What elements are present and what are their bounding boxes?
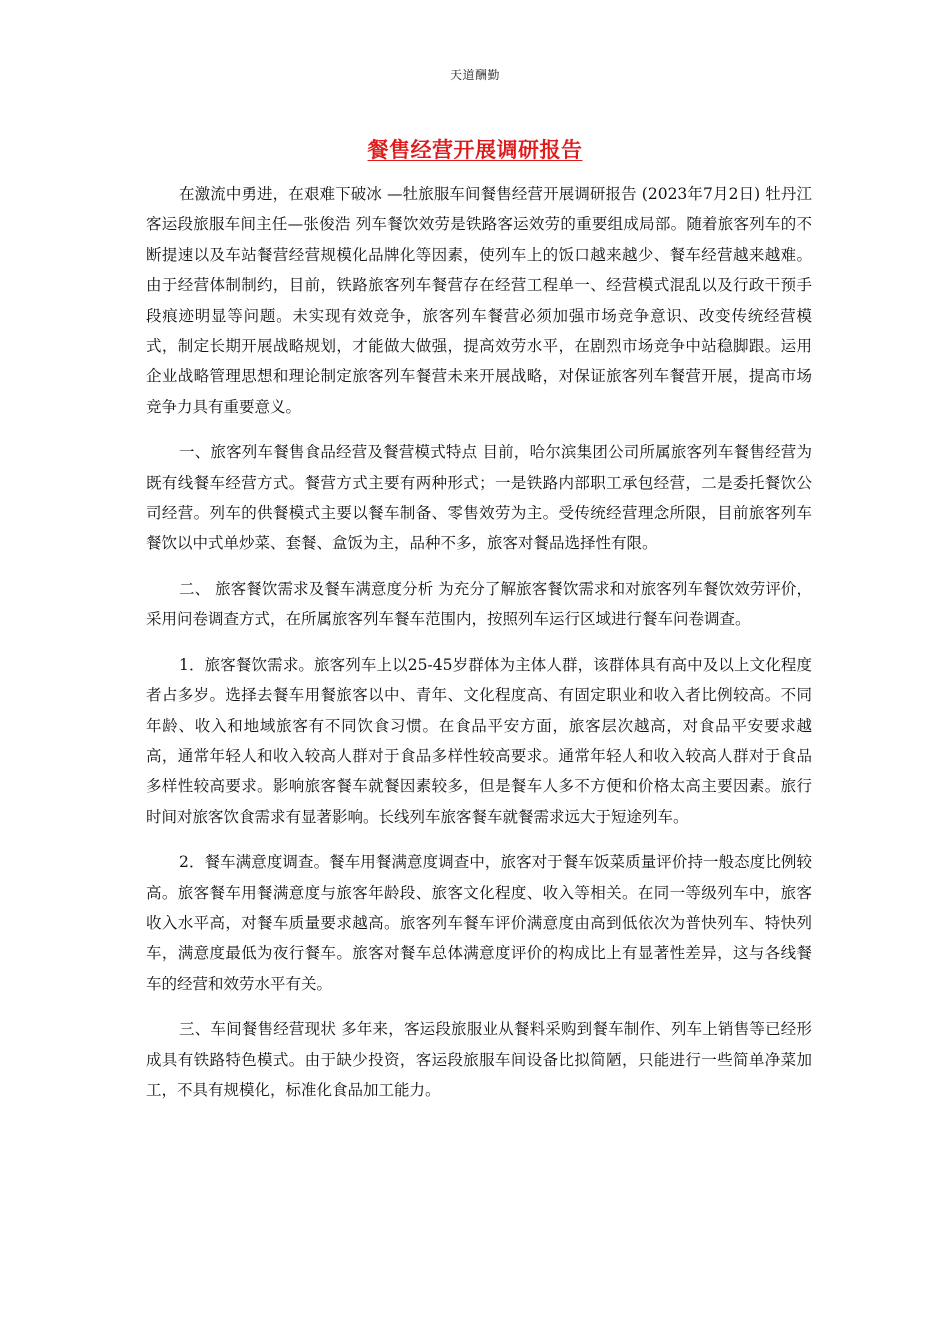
paragraph-satisfaction: 2．餐车满意度调查。餐车用餐满意度调查中，旅客对于餐车饭菜质量评价持一般态度比例较高。旅客餐车用餐满意度与旅客年龄段、旅客文化程度、收入等相关。在同一等级列车中，旅客收入水平高，对餐车质量要求越高。旅客列车餐车评价满意度由高到低依次为普快列车、特快列车，满意度最低为夜行餐车。旅客对餐车总体满意度评价的构成比上有显著性差异，这与各线餐车的经营和效劳水平有关。: [146, 853, 812, 993]
document-title: 餐售经营开展调研报告: [367, 137, 583, 162]
document-body: [146, 179, 812, 1120]
paragraph-section-2: 二、 旅客餐饮需求及餐车满意度分析 为充分了解旅客餐饮需求和对旅客列车餐饮效劳评价，采用问卷调查方式，在所属旅客列车餐车范围内，按照列车运行区域进行餐车问卷调查。: [146, 579, 812, 629]
paragraph-intro: 在激流中勇进，在艰难下破冰 —牡旅服车间餐售经营开展调研报告 (2023年7月2日) 牡丹江客运段旅服车间主任—张俊浩 列车餐饮效劳是铁路客运效劳的重要组成局部。随着旅客列车的不断提速以及车站餐营经营规模化品牌化等因素，使列车上的饭口越来越少、餐车经营越来越难。由于经营体制制约，目前，铁路旅客列车餐营存在经营工程单一、经营模式混乱以及行政干预手段痕迹明显等问题。未实现有效竞争，旅客列车餐营必须加强市场竞争意识、改变传统经营模式，制定长期开展战略规划，才能做大做强，提高效劳水平，在剧烈市场竞争中站稳脚跟。运用企业战略管理思想和理论制定旅客列车餐营未来开展战略，对保证旅客列车餐营开展，提高市场竞争力具有重要意义。: [146, 185, 812, 416]
paragraph-section-1: 一、旅客列车餐售食品经营及餐营模式特点 目前，哈尔滨集团公司所属旅客列车餐售经营为既有线餐车经营方式。餐营方式主要有两种形式；一是铁路内部职工承包经营，二是委托餐饮公司经营。列车的供餐模式主要以餐车制备、零售效劳为主。受传统经营理念所限，目前旅客列车餐饮以中式单炒菜、套餐、盒饭为主，品种不多，旅客对餐品选择性有限。: [146, 443, 812, 553]
paragraph-section-3: 三、车间餐售经营现状 多年来，客运段旅服业从餐料采购到餐车制作、列车上销售等已经形成具有铁路特色模式。由于缺少投资，客运段旅服车间设备比拟简陋，只能进行一些简单净菜加工，不具有规模化，标准化食品加工能力。: [146, 1020, 812, 1099]
page-header: 天道酬勤: [449, 68, 500, 82]
paragraph-demand: 1．旅客餐饮需求。旅客列车上以25-45岁群体为主体人群，该群体具有高中及以上文化程度者占多岁。选择去餐车用餐旅客以中、青年、文化程度高、有固定职业和收入者比例较高。不同年龄、收入和地域旅客有不同饮食习惯。在食品平安方面，旅客层次越高，对食品平安要求越高，通常年轻人和收入较高人群对于食品多样性较高要求。通常年轻人和收入较高人群对于食品多样性较高要求。影响旅客餐车就餐因素较多，但是餐车人多不方便和价格太高主要因素。旅行时间对旅客饮食需求有显著影响。长线列车旅客餐车就餐需求远大于短途列车。: [146, 655, 812, 826]
